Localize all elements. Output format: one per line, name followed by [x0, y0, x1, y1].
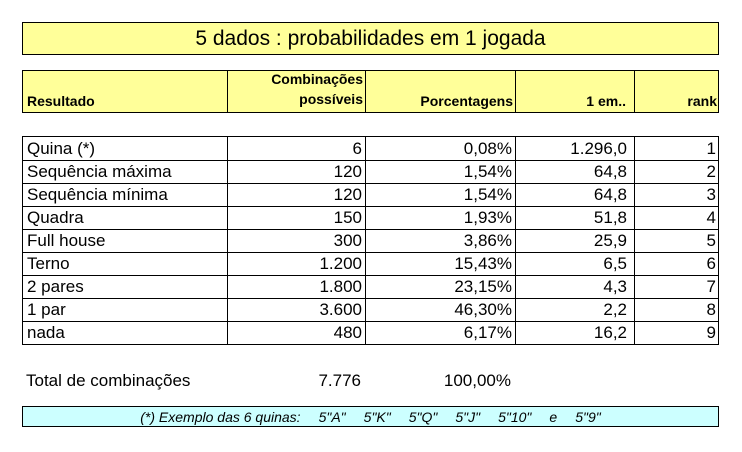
column-divider: [227, 137, 228, 344]
header-combinacoes: [228, 71, 366, 112]
cell-resultado: Quina (*): [27, 139, 96, 158]
footnote-example: 5"A": [318, 408, 346, 425]
table-header: [22, 70, 719, 113]
results-table: [22, 136, 719, 345]
row-divider: [23, 252, 718, 253]
cell-um-em: 4,3: [603, 277, 627, 296]
table-row: [23, 229, 718, 252]
cell-rank: 8: [706, 300, 716, 319]
cell-rank: 4: [706, 208, 716, 227]
cell-combinacoes: 480: [333, 323, 362, 342]
row-divider: [23, 206, 718, 207]
footnote-connector: e: [549, 408, 558, 425]
sheet-title: 5 dados : probabilidades em 1 jogada: [22, 22, 719, 55]
cell-porcentagem: 0,08%: [463, 139, 512, 158]
table-row: [23, 298, 718, 321]
cell-porcentagem: 46,30%: [454, 300, 512, 319]
cell-combinacoes: 300: [333, 231, 362, 250]
table-row: [23, 183, 718, 206]
footnote-example: 5"K": [363, 408, 391, 425]
column-divider: [515, 137, 516, 344]
cell-combinacoes: 3.600: [319, 300, 362, 319]
row-divider: [23, 298, 718, 299]
cell-porcentagem: 23,15%: [454, 277, 512, 296]
cell-resultado: Terno: [27, 254, 70, 273]
cell-um-em: 64,8: [593, 162, 627, 181]
header-um-em: 1 em..: [516, 71, 635, 112]
row-divider: [23, 160, 718, 161]
cell-resultado: Sequência máxima: [27, 162, 172, 181]
cell-rank: 7: [706, 277, 716, 296]
cell-porcentagem: 1,93%: [463, 208, 512, 227]
cell-um-em: 51,8: [593, 208, 627, 227]
cell-um-em: 2,2: [603, 300, 627, 319]
cell-resultado: nada: [27, 323, 65, 342]
cell-combinacoes: 6: [352, 139, 362, 158]
cell-rank: 1: [706, 139, 716, 158]
header-combinacoes-line2: possíveis: [299, 91, 363, 107]
cell-um-em: 25,9: [593, 231, 627, 250]
row-divider: [23, 275, 718, 276]
cell-porcentagem: 3,86%: [463, 231, 512, 250]
cell-um-em: 64,8: [593, 185, 627, 204]
total-percentage: 100,00%: [443, 371, 511, 390]
cell-um-em: 6,5: [603, 254, 627, 273]
cell-rank: 2: [706, 162, 716, 181]
footnote-example: 5"Q": [408, 408, 438, 425]
total-combinations: 7.776: [318, 371, 361, 390]
row-divider: [23, 183, 718, 184]
footnote-example: 5"10": [498, 408, 532, 425]
cell-combinacoes: 150: [333, 208, 362, 227]
cell-combinacoes: 120: [333, 162, 362, 181]
header-porcentagens: Porcentagens: [366, 71, 516, 112]
table-row: [23, 206, 718, 229]
cell-combinacoes: 1.800: [319, 277, 362, 296]
cell-rank: 6: [706, 254, 716, 273]
header-rank: rank: [687, 93, 717, 109]
footnote-example: 5"J": [455, 408, 481, 425]
cell-rank: 5: [706, 231, 716, 250]
cell-resultado: Full house: [27, 231, 106, 250]
table-row: [23, 321, 718, 344]
footnote: [22, 406, 719, 427]
header-resultado: Resultado: [23, 71, 228, 112]
cell-um-em: 16,2: [593, 323, 627, 342]
table-row: [23, 252, 718, 275]
table-row: [23, 275, 718, 298]
cell-rank: 3: [706, 185, 716, 204]
cell-porcentagem: 15,43%: [454, 254, 512, 273]
header-combinacoes-line1: Combinações: [271, 71, 363, 87]
column-divider: [365, 137, 366, 344]
column-divider: [634, 137, 635, 344]
table-row: [23, 160, 718, 183]
footnote-intro: (*) Exemplo das 6 quinas:: [140, 408, 301, 425]
cell-resultado: 2 pares: [27, 277, 84, 296]
cell-porcentagem: 1,54%: [463, 162, 512, 181]
total-row: [22, 368, 719, 394]
cell-rank: 9: [706, 323, 716, 342]
row-divider: [23, 321, 718, 322]
cell-resultado: Quadra: [27, 208, 84, 227]
footnote-example: 5"9": [575, 408, 601, 425]
cell-combinacoes: 1.200: [319, 254, 362, 273]
cell-resultado: 1 par: [27, 300, 66, 319]
table-row: [23, 137, 718, 160]
cell-resultado: Sequência mínima: [27, 185, 168, 204]
row-divider: [23, 229, 718, 230]
cell-porcentagem: 1,54%: [463, 185, 512, 204]
cell-um-em: 1.296,0: [570, 139, 627, 158]
cell-porcentagem: 6,17%: [463, 323, 512, 342]
total-label: Total de combinações: [26, 371, 191, 390]
cell-combinacoes: 120: [333, 185, 362, 204]
